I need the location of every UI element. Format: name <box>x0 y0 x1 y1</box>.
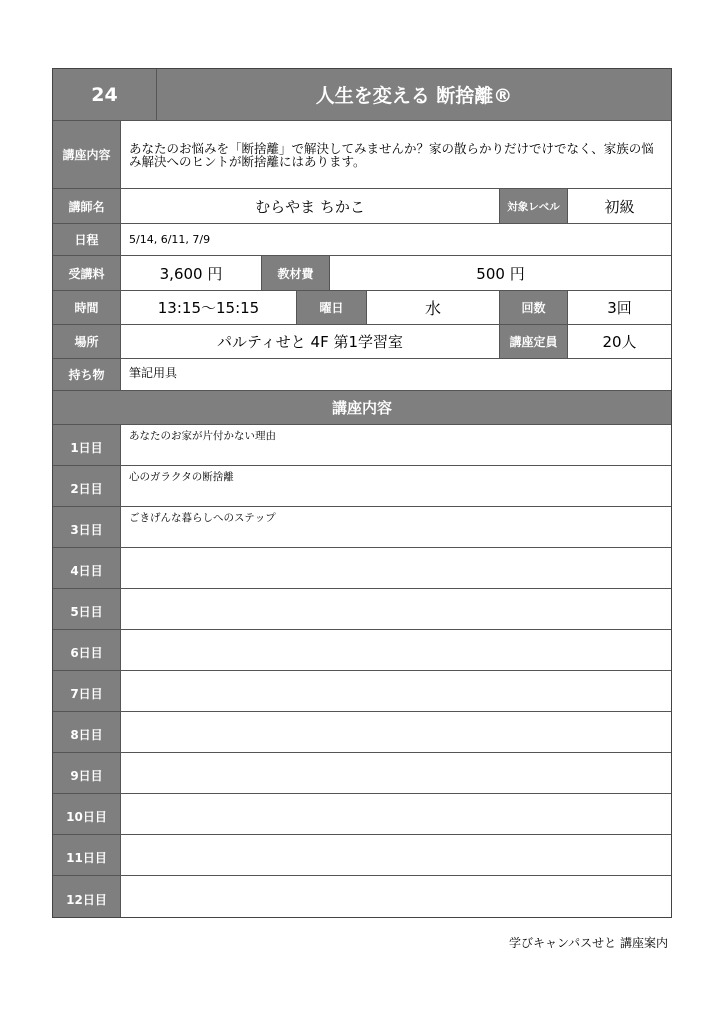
description-label: 講座内容 <box>53 121 121 188</box>
day-label: 3日目 <box>53 507 121 547</box>
day-label: 1日目 <box>53 425 121 465</box>
day-row <box>53 507 671 548</box>
material-fee-label: 教材費 <box>262 256 330 290</box>
material-fee-value: 500 円 <box>476 264 525 283</box>
footer-text: 学びキャンパスせと 講座案内 <box>509 936 668 950</box>
day-content <box>121 753 671 793</box>
place-value: パルティせと 4F 第1学習室 <box>121 325 500 358</box>
count-value: 3回 <box>607 299 632 317</box>
day-label: 9日目 <box>53 753 121 793</box>
count-label: 回数 <box>500 291 568 324</box>
belongings-value: 筆記用具 <box>129 366 178 380</box>
belongings-label: 持ち物 <box>53 359 121 390</box>
capacity-value: 20人 <box>602 333 637 351</box>
capacity-label: 講座定員 <box>500 325 568 358</box>
course-title: 人生を変える 断捨離® <box>157 69 671 120</box>
weekday-value: 水 <box>367 291 500 324</box>
day-row <box>53 671 671 712</box>
day-content <box>121 835 671 875</box>
day-row <box>53 712 671 753</box>
day-row <box>53 876 671 917</box>
day-content <box>121 589 671 629</box>
day-label: 11日目 <box>53 835 121 875</box>
place-label: 場所 <box>53 325 121 358</box>
day-content <box>121 630 671 670</box>
instructor-label: 講師名 <box>53 189 121 223</box>
header-row <box>53 69 671 121</box>
level-value: 初級 <box>604 197 635 216</box>
description-text: あなたのお悩みを「断捨離」で解決してみませんか？家の散らかりだけでけでなく、家族の悩み解決へのヒントが断捨離にはあります。 <box>129 140 654 169</box>
day-label: 5日目 <box>53 589 121 629</box>
day-content <box>121 794 671 834</box>
description-row <box>53 121 671 189</box>
day-label: 7日目 <box>53 671 121 711</box>
day-row <box>53 548 671 589</box>
day-label: 4日目 <box>53 548 121 588</box>
day-row <box>53 794 671 835</box>
day-row <box>53 753 671 794</box>
course-number: 24 <box>53 69 157 120</box>
day-content: 心のガラクタの断捨離 <box>129 471 234 483</box>
day-content <box>121 548 671 588</box>
fee-value: 3,600 円 <box>121 256 262 290</box>
time-row <box>53 291 671 325</box>
day-label: 10日目 <box>53 794 121 834</box>
day-row <box>53 630 671 671</box>
time-label: 時間 <box>53 291 121 324</box>
day-content: ごきげんな暮らしへのステップ <box>129 512 276 524</box>
schedule-label: 日程 <box>53 224 121 255</box>
place-row <box>53 325 671 359</box>
day-content <box>121 671 671 711</box>
day-content <box>121 712 671 752</box>
level-label: 対象レベル <box>500 189 568 223</box>
weekday-label: 曜日 <box>297 291 367 324</box>
day-label: 8日目 <box>53 712 121 752</box>
belongings-row <box>53 359 671 391</box>
schedule-value: 5/14, 6/11, 7/9 <box>129 233 211 246</box>
day-row <box>53 589 671 630</box>
course-sheet <box>52 68 672 918</box>
day-row <box>53 466 671 507</box>
day-content: あなたのお家が片付かない理由 <box>129 430 276 442</box>
day-row <box>53 835 671 876</box>
day-label: 6日目 <box>53 630 121 670</box>
day-label: 2日目 <box>53 466 121 506</box>
instructor-row <box>53 189 671 224</box>
day-row <box>53 425 671 466</box>
schedule-row <box>53 224 671 256</box>
day-content <box>121 876 671 917</box>
fee-label: 受講料 <box>53 256 121 290</box>
time-value: 13:15〜15:15 <box>121 291 297 324</box>
instructor-name: むらやま ちかこ <box>121 189 500 223</box>
fee-row <box>53 256 671 291</box>
day-label: 12日目 <box>53 876 121 917</box>
contents-section-header: 講座内容 <box>53 391 671 425</box>
